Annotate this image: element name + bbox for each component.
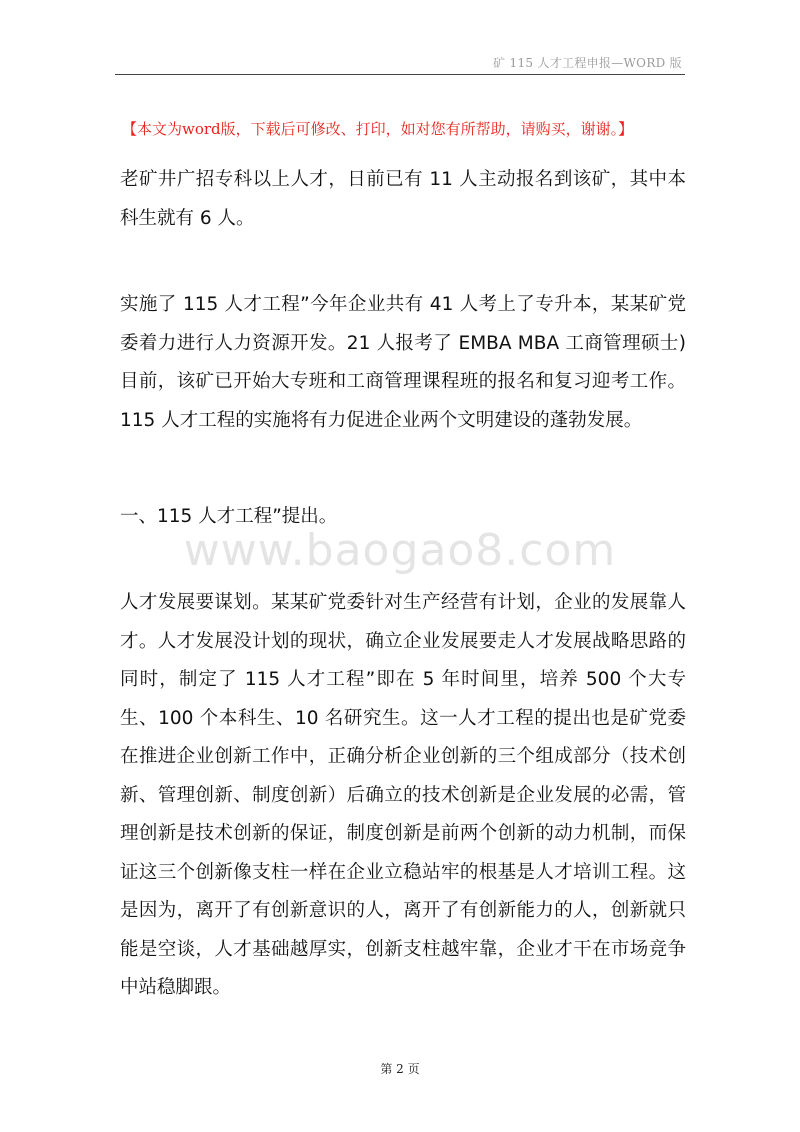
paragraph-recruitment: 老矿井广招专科以上人才，日前已有 11 人主动报名到该矿，其中本科生就有 6 人。	[120, 169, 686, 229]
page-header-title: 矿 115 人才工程申报—WORD 版	[493, 56, 682, 70]
paragraph-talent-planning: 人才发展要谋划。某某矿党委针对生产经营有计划，企业的发展靠人才。人才发展没计划的现状，确立企业发展要走人才发展战略思路的同时，制定了 115 人才工程”即在 5 年时间里，培养 500 个大专生、100 个本科生、10 名研究生。这一人才工程的提出也是矿党委在推进企业创新工作中，正确分析企业创新的三个组成部分（技术创新、管理创新、制度创新）后确立的技术创新是企业发展的必需，管理创新是技术创新的保证，制度创新是前两个创新的动力机制，而保证这三个创新像支柱一样在企业立稳站牢的根基是人才培训工程。这是因为，离开了有创新意识的人，离开了有创新能力的人，创新就只能是空谈，人才基础越厚实，创新支柱越牢靠，企业才干在市场竞争中站稳脚跟。	[120, 592, 686, 998]
section-heading-1: 一、115 人才工程”提出。	[120, 506, 338, 527]
purchase-notice: 【本文为word版，下载后可修改、打印，如对您有所帮助，请购买，谢谢。】	[122, 120, 634, 138]
page-number: 第 2 页	[380, 1062, 420, 1076]
header-divider	[115, 74, 685, 75]
watermark: www.baogao8.com	[183, 525, 617, 576]
paragraph-implementation: 实施了 115 人才工程”今年企业共有 41 人考上了专升本，某某矿党委着力进行人力资源开发。21 人报考了 EMBA MBA 工商管理硕士)目前，该矿已开始大专班和工商管理课程班的报名和复习迎考工作。115 人才工程的实施将有力促进企业两个文明建设的蓬勃发展。	[120, 294, 686, 431]
